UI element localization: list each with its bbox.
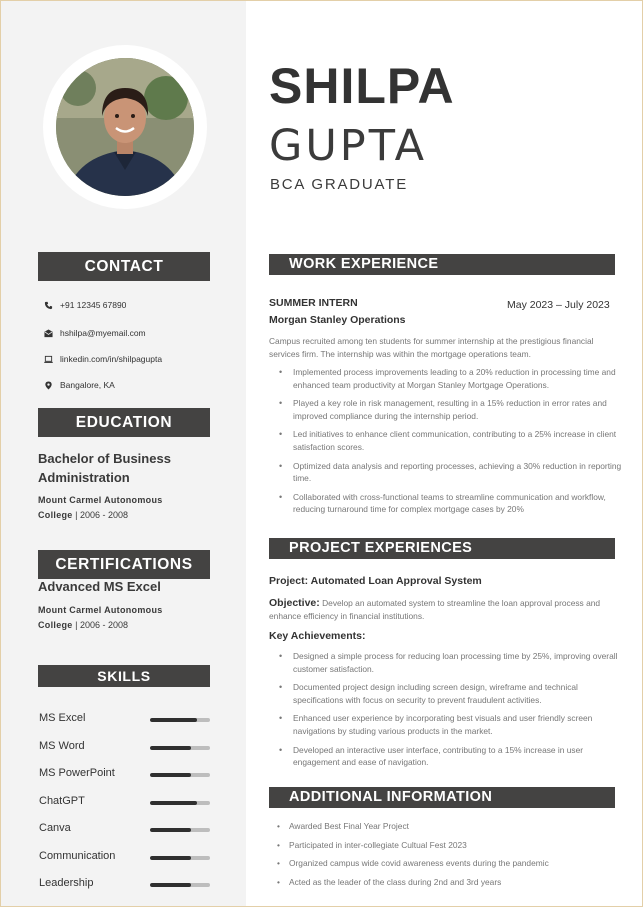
objective-label: Objective:	[269, 597, 320, 609]
sidebar	[1, 1, 246, 907]
first-name: SHILPA	[269, 58, 455, 114]
profile-photo	[56, 58, 194, 196]
additional-item: • Acted as the leader of the class during 2nd and 3rd years	[277, 876, 622, 895]
education-school	[38, 493, 223, 523]
school-years: | 2006 - 2008	[72, 510, 128, 520]
work-experience-heading: WORK EXPERIENCE	[269, 254, 615, 275]
project-objective	[269, 597, 624, 622]
skill-level-bar	[150, 828, 210, 832]
job-title: SUMMER INTERN	[269, 297, 358, 309]
skill-level-bar	[150, 773, 210, 777]
school-name-line-2: College	[38, 510, 73, 520]
skill-level-fill	[150, 746, 191, 750]
job-summary: Campus recruited among ten students for summer internship at the prestigious financial services firm. The internship was within the mortgage operations team.	[269, 336, 594, 359]
skill-row	[39, 767, 211, 781]
skill-row	[39, 795, 211, 809]
contact-phone	[44, 300, 126, 310]
skill-name: MS PowerPoint	[39, 767, 115, 779]
project-title: Project: Automated Loan Approval System	[269, 575, 482, 587]
role-title: BCA GRADUATE	[270, 176, 409, 193]
contact-email	[44, 328, 146, 338]
skill-level-fill	[150, 801, 197, 805]
education-heading: EDUCATION	[38, 408, 210, 437]
degree-line-1: Bachelor of Business	[38, 451, 171, 466]
additional-list	[277, 820, 622, 894]
project-experiences-heading: PROJECT EXPERIENCES	[269, 538, 615, 559]
bullet-item: • Optimized data analysis and reporting processes, achieving a 30% reduction in reporting time.	[279, 460, 624, 485]
additional-item: • Organized campus wide covid awareness events during the pandemic	[277, 857, 622, 876]
certifications-heading: CERTIFICATIONS	[38, 550, 210, 579]
key-achievements-label: Key Achievements:	[269, 630, 366, 642]
skill-row	[39, 822, 211, 836]
skill-name: Communication	[39, 849, 116, 862]
skill-name: MS Word	[39, 739, 85, 752]
skill-level-fill	[150, 828, 191, 832]
skill-name: Leadership	[39, 877, 94, 889]
project-bullets	[279, 650, 624, 775]
additional-information-heading: ADDITIONAL INFORMATION	[269, 787, 615, 808]
skill-row	[39, 850, 211, 864]
skill-level-fill	[150, 883, 191, 887]
additional-item: • Participated in inter-collegiate Cultual Fest 2023	[277, 839, 622, 858]
skill-level-bar	[150, 856, 210, 860]
laptop-icon	[44, 355, 53, 364]
bullet-item: • Enhanced user experience by incorporating best visuals and user friendly screen navigations by studing various products in the market.	[279, 712, 624, 737]
skill-level-bar	[150, 718, 210, 722]
bullet-item: • Led initiatives to enhance client communication, contributing to a 25% increase in client satisfaction scores.	[279, 428, 624, 453]
phone-icon	[44, 301, 53, 310]
bullet-item: • Documented project design including screen design, wireframe and technical specifications with focus on security to prevent fraudulent activities.	[279, 681, 624, 706]
cert-school-years: | 2006 - 2008	[72, 620, 128, 630]
skill-level-bar	[150, 746, 210, 750]
linkedin-text[interactable]: linkedin.com/in/shilpagupta	[60, 354, 163, 364]
objective-text: Develop an automated system to streamline the loan approval process and enhance efficiency in financial institutions.	[269, 598, 601, 621]
skills-heading: SKILLS	[38, 665, 210, 687]
envelope-icon	[44, 329, 53, 338]
contact-linkedin	[44, 354, 162, 364]
degree-line-2: Administration	[38, 470, 130, 485]
skill-row	[39, 877, 211, 891]
skill-level-bar	[150, 801, 210, 805]
location-text: Bangalore, KA	[60, 380, 115, 390]
job-dates: May 2023 – July 2023	[507, 299, 610, 311]
cert-school-line-2: College	[38, 620, 73, 630]
bullet-item: • Collaborated with cross-functional teams to streamline communication and workflow, reducing turnaround time for complex mortgage cases by 20%	[279, 491, 624, 516]
bullet-item: • Developed an interactive user interface, contributing to a 15% increase in user engagement and ease of navigation.	[279, 744, 624, 769]
skill-name: ChatGPT	[39, 794, 85, 807]
skill-level-fill	[150, 773, 191, 777]
contact-heading: CONTACT	[38, 252, 210, 281]
skill-level-bar	[150, 883, 210, 887]
cert-school-line-1: Mount Carmel Autonomous	[38, 605, 163, 615]
certification-school	[38, 603, 223, 633]
work-bullets	[279, 366, 624, 522]
bullet-item: • Implemented process improvements leading to a 20% reduction in processing time and enhanced team productivity at Morgan Stanley Mortgage Operations.	[279, 366, 624, 391]
skill-row	[39, 740, 211, 754]
bullet-item: • Designed a simple process for reducing loan processing time by 25%, improving overall customer satisfaction.	[279, 650, 624, 675]
phone-text: +91 12345 67890	[60, 300, 127, 310]
skill-level-fill	[150, 856, 191, 860]
additional-item: • Awarded Best Final Year Project	[277, 820, 622, 839]
skill-row	[39, 712, 211, 726]
school-name-line-1: Mount Carmel Autonomous	[38, 495, 163, 505]
last-name: GUPTA	[269, 121, 428, 171]
skill-level-fill	[150, 718, 197, 722]
map-pin-icon	[44, 381, 53, 390]
certification-title: Advanced MS Excel	[38, 579, 161, 594]
bullet-item: • Played a key role in risk management, resulting in a 15% reduction in error rates and improved compliance during the internship period.	[279, 397, 624, 422]
company-name: Morgan Stanley Operations	[269, 314, 406, 326]
skill-name: Canva	[39, 822, 71, 834]
contact-location	[44, 380, 115, 390]
skill-name: MS Excel	[39, 712, 86, 724]
email-text[interactable]: hshilpa@myemail.com	[60, 328, 146, 338]
profile-photo-frame	[43, 45, 207, 209]
education-degree	[38, 449, 228, 487]
profile-photo-illustration	[56, 58, 194, 196]
